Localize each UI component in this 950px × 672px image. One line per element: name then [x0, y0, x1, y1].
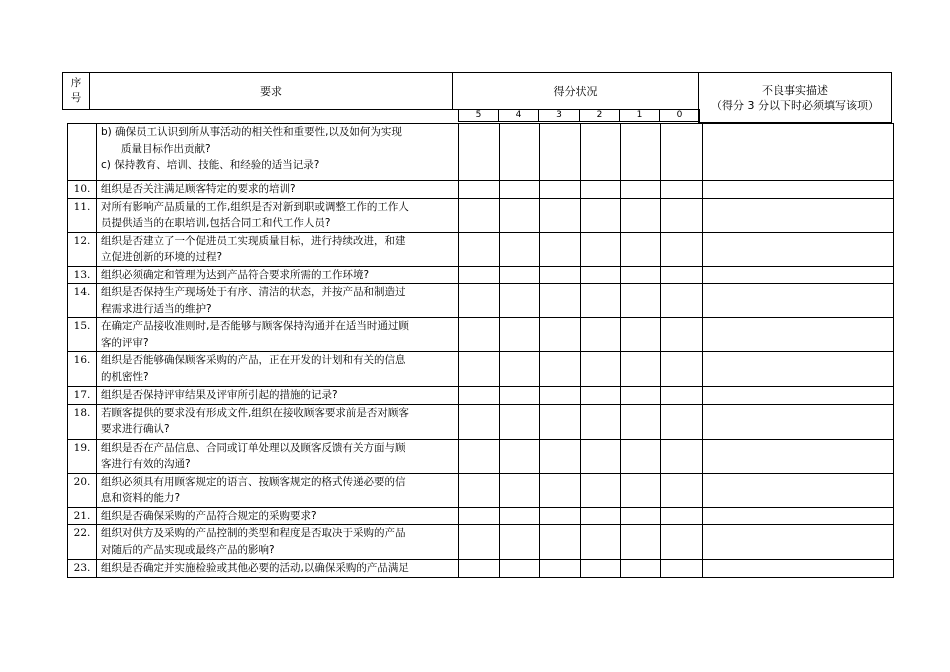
requirements-table: [67, 123, 894, 578]
requirement-text: [97, 387, 459, 405]
requirement-line: 组织是否建立了一个促进员工实现质量目标，进行持续改进，和建: [101, 234, 406, 247]
score-cell-3[interactable]: [540, 318, 581, 352]
description-cell[interactable]: [703, 232, 894, 266]
score-cell-1[interactable]: [621, 404, 661, 439]
score-cell-2[interactable]: [581, 352, 621, 387]
score-cell-4[interactable]: [500, 198, 540, 232]
score-cell-0[interactable]: [661, 266, 703, 284]
score-cell-4[interactable]: [500, 473, 540, 507]
requirement-line: 组织是否在产品信息、合同或订单处理以及顾客反馈有关方面与顾: [101, 441, 406, 454]
score-cell-4[interactable]: [500, 387, 540, 405]
score-cell-1[interactable]: [621, 387, 661, 405]
score-cell-3[interactable]: [540, 387, 581, 405]
score-cell-0[interactable]: [661, 124, 703, 181]
description-cell[interactable]: [703, 352, 894, 387]
score-cell-4[interactable]: [500, 181, 540, 199]
table-row: [68, 525, 894, 560]
table-row: [68, 473, 894, 507]
score-cell-5[interactable]: [459, 525, 500, 560]
requirement-header: 要求: [89, 72, 453, 110]
requirement-line: b) 确保员工认识到所从事活动的相关性和重要性,以及如何为实现: [101, 126, 402, 138]
description-header-title: 不良事实描述: [762, 83, 828, 97]
score-cell-0[interactable]: [661, 352, 703, 387]
score-cell-0[interactable]: [661, 284, 703, 318]
table-row: [68, 318, 894, 352]
score-cell-5[interactable]: [459, 266, 500, 284]
requirement-text: [97, 560, 459, 578]
score-cell-1[interactable]: [621, 181, 661, 199]
score-cell-5[interactable]: [459, 404, 500, 439]
requirement-line: 若顾客提供的要求没有形成文件,组织在接收顾客要求前是否对顾客: [101, 406, 409, 419]
score-cell-5[interactable]: [459, 473, 500, 507]
description-cell[interactable]: [703, 387, 894, 405]
score-cell-3[interactable]: [540, 560, 581, 578]
score-cell-1[interactable]: [621, 198, 661, 232]
requirement-line: 要求进行确认?: [101, 423, 170, 435]
table-row: [68, 181, 894, 199]
score-cell-0[interactable]: [661, 318, 703, 352]
score-cell-0[interactable]: [661, 198, 703, 232]
score-cell-1[interactable]: [621, 284, 661, 318]
description-cell[interactable]: [703, 525, 894, 560]
score-cell-0[interactable]: [661, 507, 703, 525]
row-number: 13.: [68, 266, 97, 284]
requirement-line: 质量目标作出贡献?: [121, 142, 211, 155]
score-cell-5[interactable]: [459, 387, 500, 405]
score-cell-4[interactable]: [500, 266, 540, 284]
score-cell-4[interactable]: [500, 318, 540, 352]
description-cell[interactable]: [703, 404, 894, 439]
requirement-line: 组织是否关注满足顾客特定的要求的培训?: [101, 183, 296, 195]
table-row: [68, 560, 894, 578]
score-cell-2[interactable]: [581, 124, 621, 181]
row-number: 20.: [68, 473, 97, 507]
score-cell-4[interactable]: [500, 525, 540, 560]
table-row: [68, 507, 894, 525]
requirement-text: [97, 232, 459, 266]
score-cell-1[interactable]: [621, 352, 661, 387]
score-cell-3[interactable]: [540, 232, 581, 266]
score-cell-3[interactable]: [540, 473, 581, 507]
score-cell-5[interactable]: [459, 232, 500, 266]
requirement-line: 的机密性?: [101, 370, 149, 383]
table-row: [68, 124, 894, 181]
score-cell-4[interactable]: [500, 284, 540, 318]
requirement-line: 在确定产品接收准则时,是否能够与顾客保持沟通并在适当时通过顾: [101, 320, 409, 332]
description-cell[interactable]: [703, 439, 894, 473]
score-cell-5[interactable]: [459, 318, 500, 352]
score-cell-2[interactable]: [581, 181, 621, 199]
row-number: 22.: [68, 525, 97, 560]
score-cell-5[interactable]: [459, 352, 500, 387]
description-cell[interactable]: [703, 266, 894, 284]
requirement-line: 组织必须确定和管理为达到产品符合要求所需的工作环境?: [101, 268, 370, 281]
score-cell-4[interactable]: [500, 124, 540, 181]
score-col-0: 0: [659, 109, 700, 122]
requirement-text: [97, 318, 459, 352]
score-cell-1[interactable]: [621, 439, 661, 473]
score-cell-4[interactable]: [500, 352, 540, 387]
score-col-1: 1: [619, 109, 660, 122]
table-row: [68, 404, 894, 439]
row-number: 18.: [68, 404, 97, 439]
requirement-line: 对所有影响产品质量的工作,组织是否对新到职或调整工作的工作人: [101, 200, 409, 213]
row-number: 16.: [68, 352, 97, 387]
requirement-text: [97, 181, 459, 199]
requirement-text: [97, 404, 459, 439]
score-cell-1[interactable]: [621, 232, 661, 266]
score-cell-2[interactable]: [581, 266, 621, 284]
requirement-text: [97, 507, 459, 525]
score-cell-2[interactable]: [581, 198, 621, 232]
requirement-line: 程需求进行适当的维护?: [101, 302, 212, 315]
score-cell-3[interactable]: [540, 352, 581, 387]
description-cell[interactable]: [703, 560, 894, 578]
score-cell-5[interactable]: [459, 560, 500, 578]
score-col-3: 3: [538, 109, 580, 122]
score-cell-3[interactable]: [540, 266, 581, 284]
score-cell-3[interactable]: [540, 404, 581, 439]
score-cell-3[interactable]: [540, 181, 581, 199]
requirement-line: 组织是否确定并实施检验或其他必要的活动,以确保采购的产品满足: [101, 562, 409, 574]
row-number: 10.: [68, 181, 97, 199]
score-cell-3[interactable]: [540, 198, 581, 232]
requirement-line: 组织是否能够确保顾客采购的产品，正在开发的计划和有关的信息: [101, 354, 406, 366]
score-cell-3[interactable]: [540, 525, 581, 560]
description-cell[interactable]: [703, 181, 894, 199]
requirement-text: [97, 284, 459, 318]
requirement-line: 对随后的产品实现或最终产品的影响?: [101, 543, 275, 556]
requirement-text: [97, 266, 459, 284]
description-cell[interactable]: [703, 473, 894, 507]
score-cell-2[interactable]: [581, 473, 621, 507]
score-cell-0[interactable]: [661, 473, 703, 507]
requirement-line: 组织对供方及采购的产品控制的类型和程度是否取决于采购的产品: [101, 527, 406, 539]
score-cell-5[interactable]: [459, 439, 500, 473]
table-row: [68, 198, 894, 232]
table-header: [62, 72, 892, 122]
row-number: 23.: [68, 560, 97, 578]
requirement-text: [97, 352, 459, 387]
score-cell-1[interactable]: [621, 473, 661, 507]
table-row: [68, 266, 894, 284]
score-cell-4[interactable]: [500, 439, 540, 473]
score-cell-1[interactable]: [621, 525, 661, 560]
score-cell-1[interactable]: [621, 560, 661, 578]
score-cell-3[interactable]: [540, 439, 581, 473]
requirement-line: 客的评审?: [101, 336, 149, 349]
score-cell-5[interactable]: [459, 198, 500, 232]
score-cell-0[interactable]: [661, 560, 703, 578]
score-header: 得分状况: [452, 72, 699, 110]
seq-header: 序 号: [62, 72, 90, 110]
score-cell-0[interactable]: [661, 387, 703, 405]
score-cell-2[interactable]: [581, 525, 621, 560]
score-cell-2[interactable]: [581, 404, 621, 439]
description-cell[interactable]: [703, 318, 894, 352]
table-row: [68, 352, 894, 387]
score-cell-3[interactable]: [540, 284, 581, 318]
score-col-5: 5: [458, 109, 499, 122]
requirement-line: 立促进创新的环境的过程?: [101, 251, 223, 263]
score-cell-1[interactable]: [621, 507, 661, 525]
score-cell-4[interactable]: [500, 404, 540, 439]
score-cell-4[interactable]: [500, 560, 540, 578]
requirement-line: 组织是否保持评审结果及评审所引起的措施的记录?: [101, 389, 338, 401]
row-number: 12.: [68, 232, 97, 266]
row-number: [68, 124, 97, 181]
score-cell-0[interactable]: [661, 404, 703, 439]
score-cell-2[interactable]: [581, 560, 621, 578]
requirement-line: 组织是否保持生产现场处于有序、清洁的状态，并按产品和制造过: [101, 286, 406, 298]
row-number: 14.: [68, 284, 97, 318]
score-cell-4[interactable]: [500, 232, 540, 266]
requirement-text: [97, 198, 459, 232]
requirement-line: 组织是否确保采购的产品符合规定的采购要求?: [101, 509, 317, 522]
description-cell[interactable]: [703, 198, 894, 232]
score-cell-5[interactable]: [459, 284, 500, 318]
score-cell-0[interactable]: [661, 232, 703, 266]
requirement-text: [97, 124, 459, 181]
score-cell-5[interactable]: [459, 507, 500, 525]
requirement-line: 息和资料的能力?: [101, 492, 181, 504]
description-header: [698, 72, 892, 123]
requirement-line: 组织必须具有用顾客规定的语言、按顾客规定的格式传递必要的信: [101, 475, 406, 488]
table-row: [68, 387, 894, 405]
score-cell-4[interactable]: [500, 507, 540, 525]
row-number: 15.: [68, 318, 97, 352]
requirement-text: [97, 525, 459, 560]
score-cell-2[interactable]: [581, 507, 621, 525]
score-cell-1[interactable]: [621, 318, 661, 352]
table-row: [68, 439, 894, 473]
row-number: 17.: [68, 387, 97, 405]
score-cell-0[interactable]: [661, 525, 703, 560]
description-header-note: （得分 3 分以下时必须填写该项）: [711, 98, 879, 112]
score-cell-2[interactable]: [581, 232, 621, 266]
score-cell-0[interactable]: [661, 439, 703, 473]
row-number: 11.: [68, 198, 97, 232]
score-cell-0[interactable]: [661, 181, 703, 199]
score-cell-3[interactable]: [540, 507, 581, 525]
row-number: 19.: [68, 439, 97, 473]
table-row: [68, 232, 894, 266]
score-cell-1[interactable]: [621, 266, 661, 284]
score-cell-2[interactable]: [581, 284, 621, 318]
score-cell-1[interactable]: [621, 124, 661, 181]
requirement-line: 员提供适当的在职培训,包括合同工和代工作人员?: [101, 217, 331, 229]
score-cell-2[interactable]: [581, 318, 621, 352]
description-cell[interactable]: [703, 284, 894, 318]
score-col-2: 2: [579, 109, 620, 122]
row-number: 21.: [68, 507, 97, 525]
requirement-line: c) 保持教育、培训、技能、和经验的适当记录?: [101, 159, 320, 171]
score-cell-5[interactable]: [459, 181, 500, 199]
score-cell-2[interactable]: [581, 387, 621, 405]
table-body: [68, 124, 894, 578]
table-row: [68, 284, 894, 318]
requirement-line: 客进行有效的沟通?: [101, 458, 191, 470]
requirement-text: [97, 439, 459, 473]
description-cell[interactable]: [703, 507, 894, 525]
score-cell-5[interactable]: [459, 124, 500, 181]
description-cell[interactable]: [703, 124, 894, 181]
score-cell-2[interactable]: [581, 439, 621, 473]
requirement-text: [97, 473, 459, 507]
score-col-4: 4: [498, 109, 539, 122]
score-cell-3[interactable]: [540, 124, 581, 181]
